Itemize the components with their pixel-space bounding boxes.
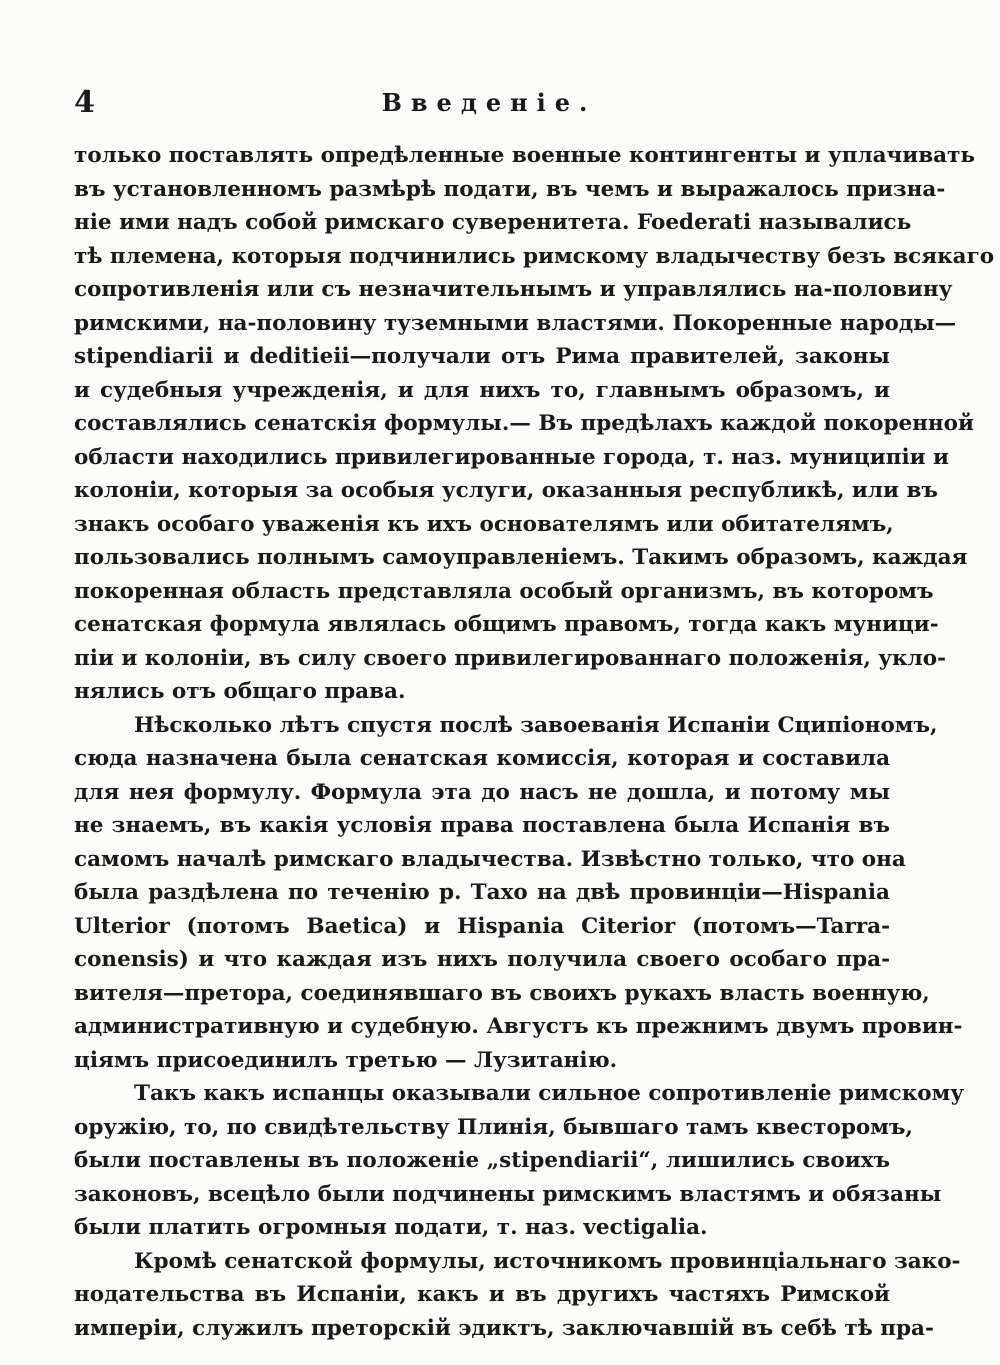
text-line: для нея формулу. Формула эта до насъ не дошла, и потому мы (74, 779, 890, 805)
text-line: законовъ, всецѣло были подчинены римскимъ властямъ и обязаны (74, 1181, 942, 1207)
text-line: сенатская формула являлась общимъ правомъ, тогда какъ муници- (74, 612, 939, 637)
text-line: нодательства въ Испаніи, какъ и въ другихъ частяхъ Римской (74, 1282, 890, 1307)
text-line: conensis) и что каждая изъ нихъ получила своего особаго пра- (74, 947, 890, 972)
text-line: Ulterior (потомъ Baetica) и Hispania Citerior (потомъ—Tarra- (74, 913, 890, 939)
text-line: ніе ими надъ собой римскаго суверенитета. Foederati назывались (74, 210, 912, 235)
paragraph-first-line: Кромѣ сенатской формулы, источникомъ провинціальнаго зако- (134, 1248, 961, 1274)
text-line: піи и колоніи, въ силу своего привилегированнаго положенія, укло- (74, 645, 947, 671)
paragraph-first-line: Нѣсколько лѣтъ спустя послѣ завоеванія Испаніи Сципіономъ, (134, 712, 938, 738)
text-line: stipendiarii и deditieii—получали отъ Рима правителей, законы (74, 344, 890, 369)
running-title: Введеніе. (381, 88, 597, 117)
text-line: вителя—претора, соединявшаго въ своихъ рукахъ власть военную, (74, 980, 930, 1006)
text-line: въ установленномъ размѣрѣ подати, въ чемъ и выражалось призна- (74, 176, 946, 202)
page-number: 4 (74, 85, 95, 120)
body-text (74, 139, 995, 1345)
text-line: римскими, на-половину туземными властями. Покоренные народы— (74, 310, 957, 336)
text-line: сопротивленія или съ незначительнымъ и управлялись на-половину (74, 277, 953, 302)
text-line: сюда назначена была сенатская комиссія, которая и составила (74, 746, 890, 771)
text-line: знакъ особаго уваженія къ ихъ основателямъ или обитателямъ, (74, 511, 894, 537)
text-line: оружію, то, по свидѣтельству Плинія, бывшаго тамъ квесторомъ, (74, 1114, 913, 1140)
paragraph-last-line: ціямъ присоединилъ третью — Лузитанію. (74, 1047, 618, 1073)
page-header (74, 86, 904, 120)
text-line: покоренная область представляла особый организмъ, въ которомъ (74, 578, 934, 604)
paragraph-last-line: нялись отъ общаго права. (74, 679, 406, 704)
paragraph-last-line: были платить огромныя подати, т. наз. vectigalia. (74, 1215, 708, 1240)
text-line: была раздѣлена по теченію р. Тахо на двѣ провинціи—Hispania (74, 880, 890, 905)
text-line: административную и судебную. Августъ къ прежнимъ двумъ провин- (74, 1014, 963, 1039)
text-line: и судебныя учрежденія, и для нихъ то, главнымъ образомъ, и (74, 377, 890, 403)
text-line: имперіи, служилъ преторскій эдиктъ, заключавшій въ себѣ тѣ пра- (74, 1315, 934, 1341)
text-line: пользовались полнымъ самоуправленіемъ. Такимъ образомъ, каждая (74, 545, 968, 570)
text-line: не знаемъ, въ какія условія права поставлена была Испанія въ (74, 813, 890, 838)
text-line: составлялись сенатскія формулы.— Въ предѣлахъ каждой покоренной (74, 411, 974, 436)
text-line: области находились привилегированные города, т. наз. муниципіи и (74, 444, 949, 470)
text-line: только поставлять опредѣленные военные контингенты и уплачивать (74, 143, 976, 168)
text-line: тѣ племена, которыя подчинились римскому владычеству безъ всякаго (74, 243, 995, 269)
text-line: самомъ началѣ римскаго владычества. Извѣстно только, что она (74, 846, 906, 872)
text-line: были поставлены въ положеніе „stipendiarii“, лишились своихъ (74, 1148, 890, 1173)
paragraph-first-line: Такъ какъ испанцы оказывали сильное сопротивленіе римскому (134, 1081, 965, 1106)
text-line: колоніи, которыя за особыя услуги, оказанныя республикѣ, или въ (74, 478, 938, 503)
